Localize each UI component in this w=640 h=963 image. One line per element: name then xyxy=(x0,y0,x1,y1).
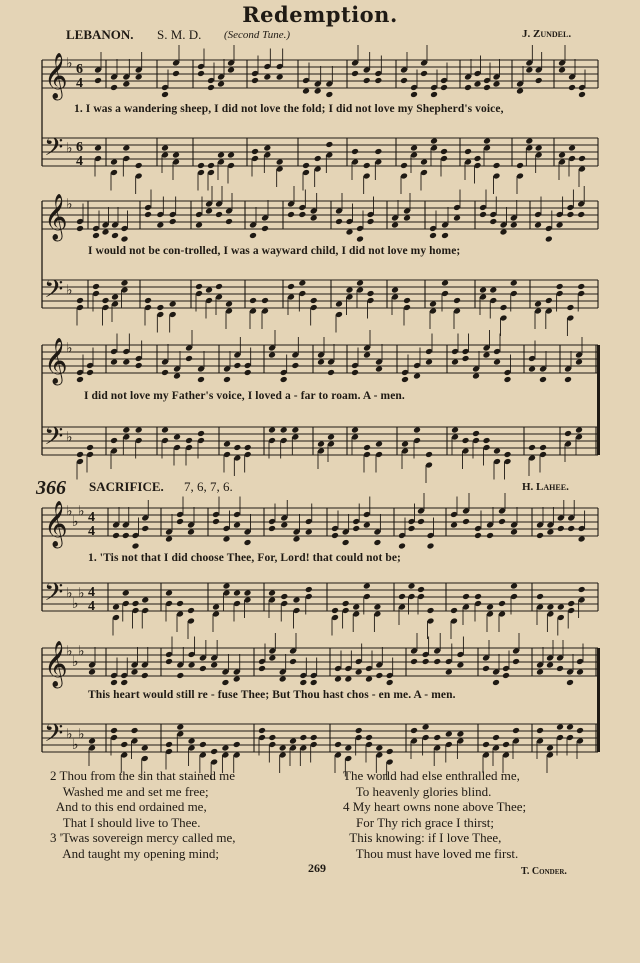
treble-clef-icon: 𝄞 xyxy=(44,641,68,687)
svg-text:♭: ♭ xyxy=(66,140,73,157)
svg-text:♭: ♭ xyxy=(72,514,79,530)
bass-clef-icon: 𝄢 xyxy=(44,133,64,168)
bass-clef-icon: 𝄢 xyxy=(44,422,64,457)
svg-text:4: 4 xyxy=(88,599,95,614)
hymn1-lyric-line: I did not love my Father's voice, I loved a - far to roam. A - men. xyxy=(84,390,405,402)
hymn2-lyric-line: 1. 'Tis not that I did choose Thee, For, Lord! that could not be; xyxy=(88,552,401,564)
svg-text:♭: ♭ xyxy=(72,737,79,753)
svg-text:♭: ♭ xyxy=(78,726,85,743)
section-title: Redemption. xyxy=(242,2,398,27)
svg-text:4: 4 xyxy=(88,510,95,525)
treble-clef-icon: 𝄞 xyxy=(44,194,68,240)
svg-text:4: 4 xyxy=(76,154,83,169)
svg-text:♭: ♭ xyxy=(66,585,73,602)
svg-text:♭: ♭ xyxy=(66,643,73,660)
svg-text:♭: ♭ xyxy=(66,196,73,213)
svg-text:♭: ♭ xyxy=(78,643,85,660)
svg-text:♭: ♭ xyxy=(78,585,85,602)
hymn2-number: 366 xyxy=(36,477,66,499)
bass-clef-icon: 𝄢 xyxy=(44,719,64,754)
treble-clef-icon: 𝄞 xyxy=(44,338,68,384)
svg-text:4: 4 xyxy=(88,524,95,539)
treble-clef-icon: 𝄞 xyxy=(44,53,68,99)
hymn1-composer: J. Zundel. xyxy=(522,28,572,40)
svg-text:♭: ♭ xyxy=(72,596,79,612)
svg-text:6: 6 xyxy=(76,62,83,77)
svg-text:6: 6 xyxy=(76,140,83,155)
verses-left: 2 Thou from the sin that stained me Washed me and set me free; And to this end ordained me, That I should live to Thee. 3 'Twas sovereign mercy called me, And taught my opening mind; xyxy=(50,768,236,861)
hymn2-lyric-line: This heart would still re - fuse Thee; But Thou hast chos - en me. A - men. xyxy=(88,689,456,701)
hymn1-lyric-line: 1. I was a wandering sheep, I did not love the fold; I did not love my Shepherd's voice, xyxy=(74,103,504,115)
svg-text:♭: ♭ xyxy=(66,282,73,299)
svg-text:♭: ♭ xyxy=(78,503,85,520)
page-number: 269 xyxy=(308,861,326,875)
hymn1-note: (Second Tune.) xyxy=(224,29,290,41)
treble-clef-icon: 𝄞 xyxy=(44,501,68,547)
bass-staff xyxy=(42,138,598,166)
bass-staff xyxy=(42,724,598,752)
svg-text:4: 4 xyxy=(88,585,95,600)
svg-text:♭: ♭ xyxy=(66,340,73,357)
bass-clef-icon: 𝄢 xyxy=(44,578,64,613)
svg-text:♭: ♭ xyxy=(66,503,73,520)
hymn2-meter: 7, 6, 7, 6. xyxy=(184,479,233,494)
svg-text:4: 4 xyxy=(76,76,83,91)
bass-clef-icon: 𝄢 xyxy=(44,275,64,310)
verses-right: The world had else enthralled me, To heavenly glories blind. 4 My heart owns none above Thee; For Thy rich grace I thirst; This knowing: if I love Thee, Thou must have loved me first. xyxy=(343,768,527,861)
hymn2-author: T. Conder. xyxy=(521,866,567,877)
hymn2-composer: H. Lahee. xyxy=(522,481,569,493)
svg-text:♭: ♭ xyxy=(66,726,73,743)
hymn1-tune: LEBANON. xyxy=(66,27,134,42)
svg-text:♭: ♭ xyxy=(66,55,73,72)
hymn1-lyric-line: I would not be con-trolled, I was a wayward child, I did not love my home; xyxy=(88,245,461,257)
hymn2-tune: SACRIFICE. xyxy=(89,479,164,494)
svg-text:♭: ♭ xyxy=(72,654,79,670)
hymn1-meter: S. M. D. xyxy=(157,27,202,42)
svg-text:♭: ♭ xyxy=(66,429,73,446)
